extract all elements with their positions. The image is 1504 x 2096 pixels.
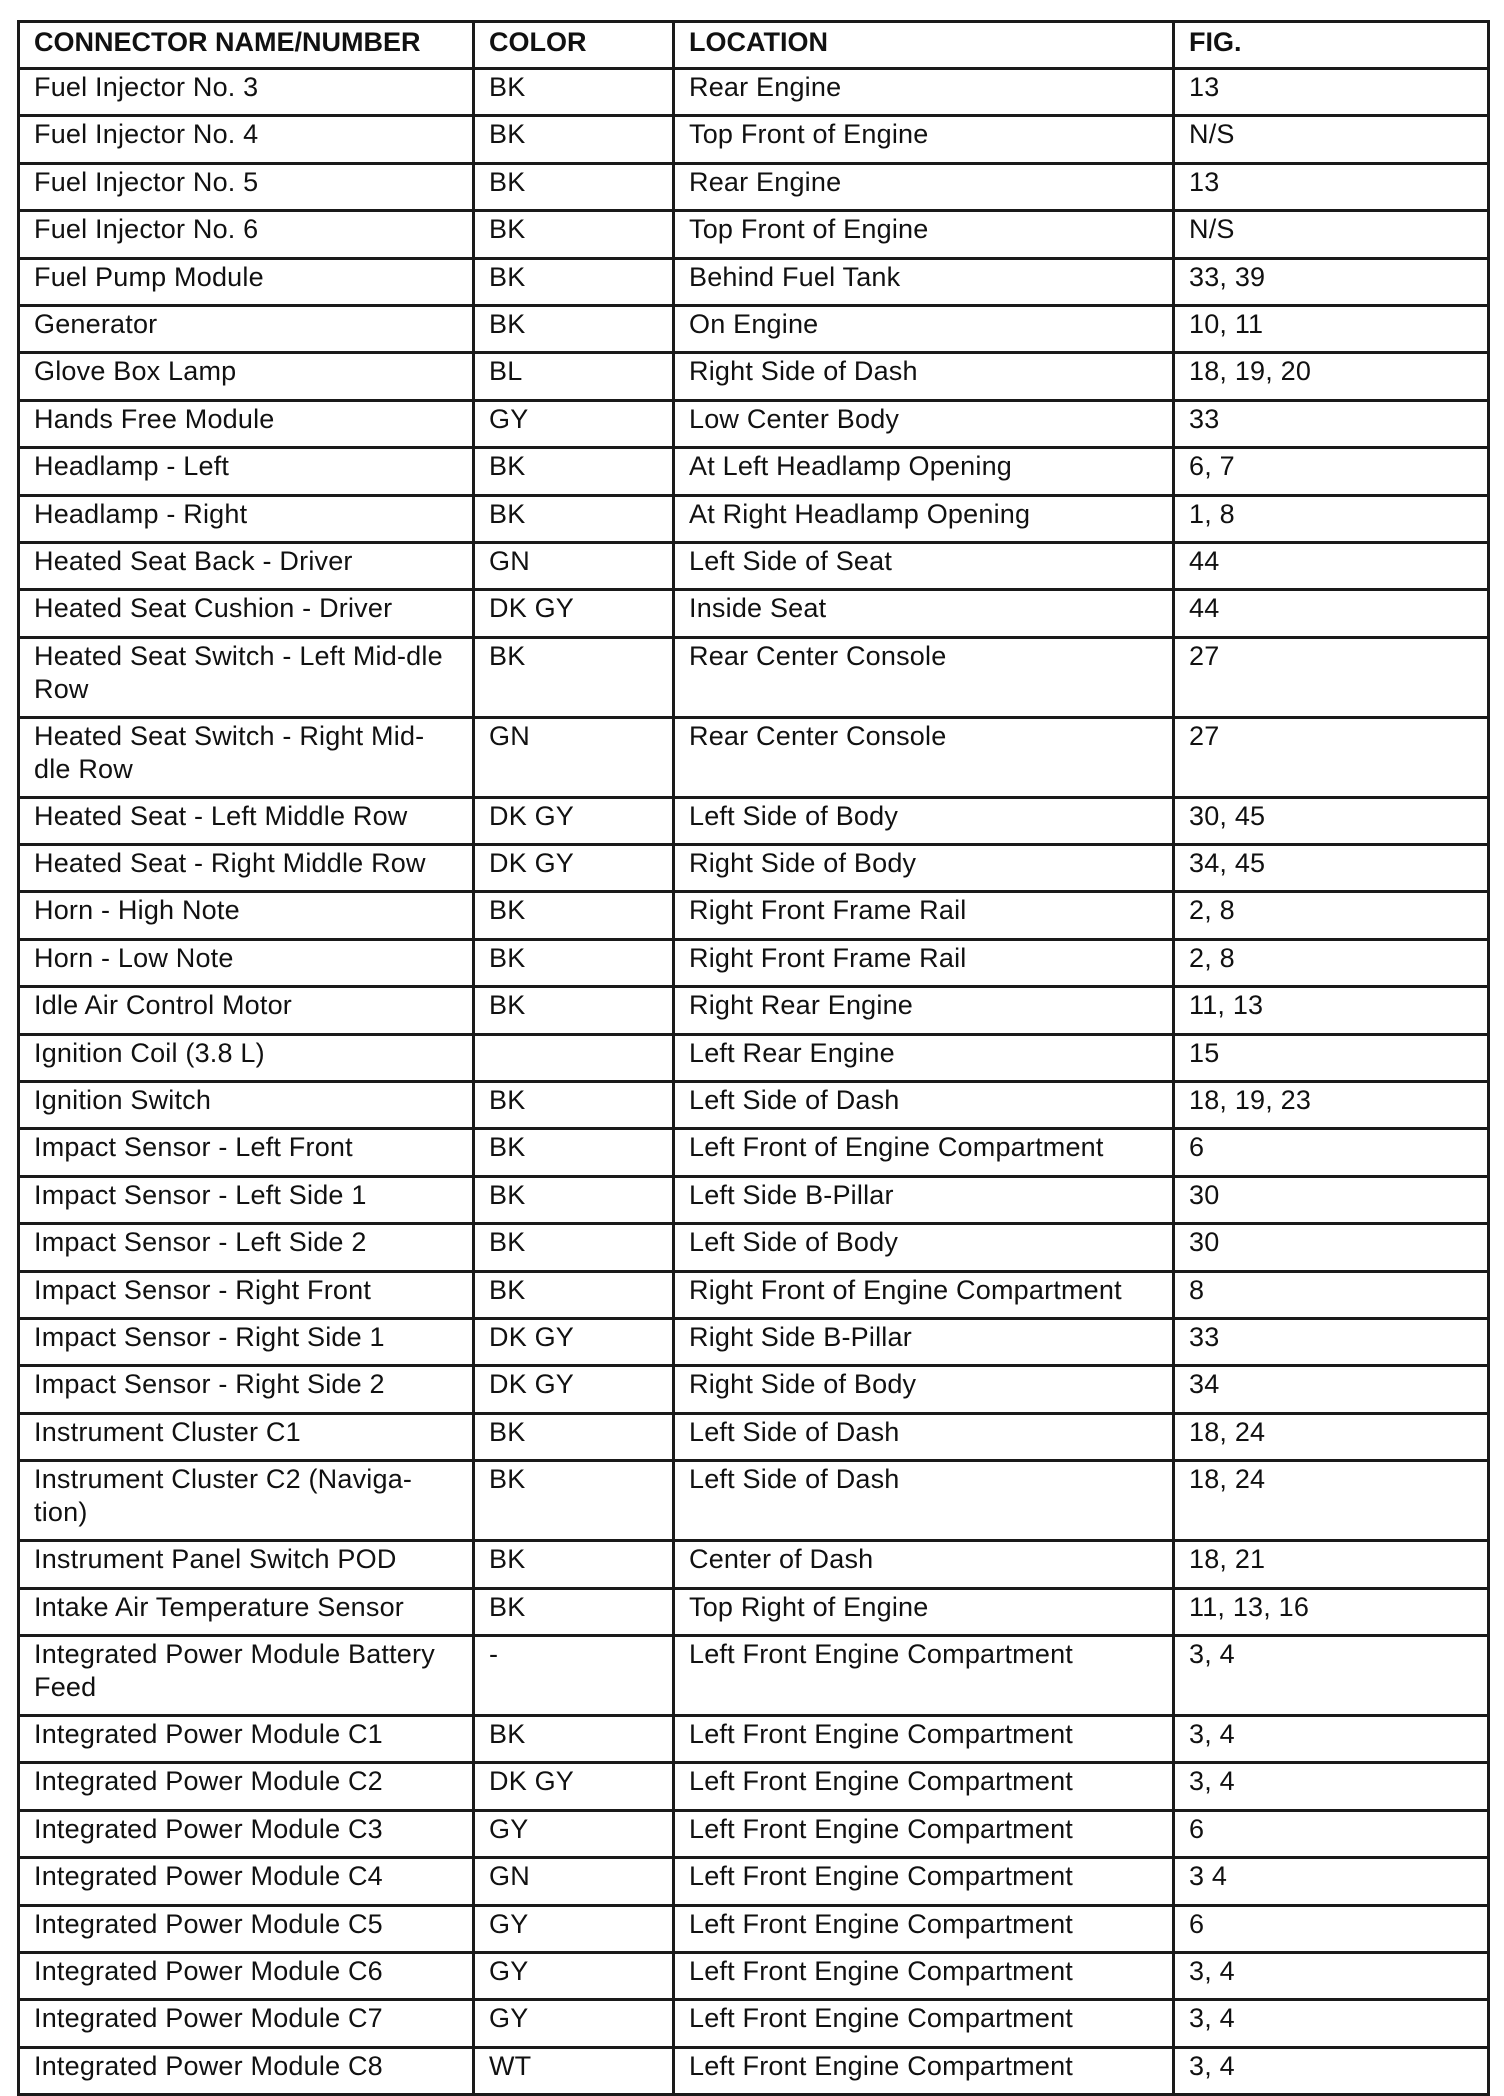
cell-location: Left Side of Dash	[674, 1461, 1174, 1541]
cell-fig: 2, 8	[1174, 939, 1489, 986]
cell-location: Left Front Engine Compartment	[674, 2047, 1174, 2094]
cell-connector-name: Integrated Power Module C2	[19, 1763, 474, 1810]
cell-color: BK	[474, 987, 674, 1034]
cell-fig: 3, 4	[1174, 2047, 1489, 2094]
cell-connector-name: Impact Sensor - Right Front	[19, 1271, 474, 1318]
cell-fig: 27	[1174, 717, 1489, 797]
cell-location: Left Side of Seat	[674, 542, 1174, 589]
cell-color: BK	[474, 1541, 674, 1588]
table-row	[19, 1224, 1489, 1271]
cell-color: BK	[474, 939, 674, 986]
table-body	[19, 69, 1489, 2095]
table-row	[19, 163, 1489, 210]
table-row	[19, 637, 1489, 717]
cell-connector-name: Instrument Cluster C1	[19, 1413, 474, 1460]
cell-location: Right Side of Body	[674, 1366, 1174, 1413]
table-row	[19, 1588, 1489, 1635]
table-row	[19, 2047, 1489, 2094]
cell-fig: 6	[1174, 1905, 1489, 1952]
cell-color: BK	[474, 116, 674, 163]
cell-color: GY	[474, 1952, 674, 1999]
cell-location: Rear Center Console	[674, 637, 1174, 717]
cell-location: Left Front Engine Compartment	[674, 1635, 1174, 1715]
cell-color: DK GY	[474, 1763, 674, 1810]
cell-fig: 2, 8	[1174, 892, 1489, 939]
cell-fig: 10, 11	[1174, 305, 1489, 352]
cell-color: GY	[474, 2000, 674, 2047]
cell-connector-name: Integrated Power Module C3	[19, 1810, 474, 1857]
cell-connector-name: Integrated Power Module C8	[19, 2047, 474, 2094]
cell-fig: 33	[1174, 400, 1489, 447]
cell-connector-name: Fuel Injector No. 5	[19, 163, 474, 210]
cell-color: BK	[474, 1461, 674, 1541]
cell-location: Inside Seat	[674, 590, 1174, 637]
cell-fig: 27	[1174, 637, 1489, 717]
cell-fig: 6, 7	[1174, 448, 1489, 495]
cell-color: DK GY	[474, 1318, 674, 1365]
cell-connector-name: Fuel Injector No. 3	[19, 69, 474, 116]
cell-connector-name: Fuel Injector No. 6	[19, 211, 474, 258]
cell-color: BK	[474, 1082, 674, 1129]
cell-location: Right Side B-Pillar	[674, 1318, 1174, 1365]
cell-location: Left Side of Body	[674, 797, 1174, 844]
cell-connector-name: Heated Seat Switch - Right Mid-dle Row	[19, 717, 474, 797]
table-row	[19, 542, 1489, 589]
table-row	[19, 400, 1489, 447]
cell-connector-name: Fuel Injector No. 4	[19, 116, 474, 163]
cell-color: BK	[474, 1588, 674, 1635]
cell-color: BK	[474, 495, 674, 542]
table-row	[19, 69, 1489, 116]
cell-color: GY	[474, 1905, 674, 1952]
cell-connector-name: Heated Seat Cushion - Driver	[19, 590, 474, 637]
header-connector-name: CONNECTOR NAME/NUMBER	[19, 22, 474, 69]
cell-color	[474, 1034, 674, 1081]
table-row	[19, 353, 1489, 400]
cell-color: BK	[474, 1271, 674, 1318]
table-row	[19, 1318, 1489, 1365]
table-row	[19, 305, 1489, 352]
cell-fig: 1, 8	[1174, 495, 1489, 542]
cell-connector-name: Ignition Coil (3.8 L)	[19, 1034, 474, 1081]
connector-table	[17, 20, 1490, 2096]
cell-location: Left Front Engine Compartment	[674, 1858, 1174, 1905]
cell-color: BK	[474, 1715, 674, 1762]
cell-connector-name: Headlamp - Right	[19, 495, 474, 542]
cell-fig: 33, 39	[1174, 258, 1489, 305]
cell-location: Right Rear Engine	[674, 987, 1174, 1034]
table-row	[19, 1034, 1489, 1081]
cell-location: Right Front Frame Rail	[674, 939, 1174, 986]
cell-fig: 33	[1174, 1318, 1489, 1365]
cell-fig: 34, 45	[1174, 845, 1489, 892]
cell-color: DK GY	[474, 1366, 674, 1413]
table-row	[19, 845, 1489, 892]
cell-fig: 13	[1174, 163, 1489, 210]
cell-location: Top Front of Engine	[674, 116, 1174, 163]
cell-connector-name: Fuel Pump Module	[19, 258, 474, 305]
cell-location: Left Front Engine Compartment	[674, 1905, 1174, 1952]
cell-color: BK	[474, 258, 674, 305]
cell-connector-name: Integrated Power Module Battery Feed	[19, 1635, 474, 1715]
cell-connector-name: Heated Seat Switch - Left Mid-dle Row	[19, 637, 474, 717]
table-row	[19, 939, 1489, 986]
table-row	[19, 1541, 1489, 1588]
header-color: COLOR	[474, 22, 674, 69]
table-row	[19, 1129, 1489, 1176]
cell-location: Left Side B-Pillar	[674, 1176, 1174, 1223]
cell-color: GN	[474, 717, 674, 797]
cell-fig: 8	[1174, 1271, 1489, 1318]
cell-connector-name: Instrument Cluster C2 (Naviga-tion)	[19, 1461, 474, 1541]
cell-connector-name: Integrated Power Module C7	[19, 2000, 474, 2047]
cell-fig: 13	[1174, 69, 1489, 116]
cell-location: Left Front of Engine Compartment	[674, 1129, 1174, 1176]
cell-fig: 3, 4	[1174, 1715, 1489, 1762]
cell-fig: 6	[1174, 1810, 1489, 1857]
cell-fig: 3, 4	[1174, 1763, 1489, 1810]
cell-color: GN	[474, 1858, 674, 1905]
cell-location: Behind Fuel Tank	[674, 258, 1174, 305]
cell-location: Right Side of Dash	[674, 353, 1174, 400]
table-row	[19, 892, 1489, 939]
cell-connector-name: Hands Free Module	[19, 400, 474, 447]
cell-connector-name: Impact Sensor - Left Side 1	[19, 1176, 474, 1223]
cell-location: At Right Headlamp Opening	[674, 495, 1174, 542]
cell-connector-name: Horn - Low Note	[19, 939, 474, 986]
cell-location: Left Front Engine Compartment	[674, 2000, 1174, 2047]
cell-color: BK	[474, 1129, 674, 1176]
cell-fig: 18, 19, 20	[1174, 353, 1489, 400]
cell-location: Low Center Body	[674, 400, 1174, 447]
table-row	[19, 1413, 1489, 1460]
table-row	[19, 590, 1489, 637]
cell-location: Left Front Engine Compartment	[674, 1810, 1174, 1857]
cell-connector-name: Impact Sensor - Right Side 1	[19, 1318, 474, 1365]
cell-fig: 18, 24	[1174, 1413, 1489, 1460]
cell-connector-name: Heated Seat - Right Middle Row	[19, 845, 474, 892]
cell-color: GY	[474, 1810, 674, 1857]
cell-connector-name: Heated Seat Back - Driver	[19, 542, 474, 589]
table-row	[19, 1635, 1489, 1715]
cell-color: BL	[474, 353, 674, 400]
table-row	[19, 495, 1489, 542]
cell-connector-name: Intake Air Temperature Sensor	[19, 1588, 474, 1635]
cell-color: WT	[474, 2047, 674, 2094]
table-row	[19, 1461, 1489, 1541]
cell-fig: 30	[1174, 1224, 1489, 1271]
cell-fig: 3, 4	[1174, 1952, 1489, 1999]
cell-location: Right Side of Body	[674, 845, 1174, 892]
cell-location: Top Front of Engine	[674, 211, 1174, 258]
table-header	[19, 22, 1489, 69]
table-row	[19, 717, 1489, 797]
cell-fig: 3, 4	[1174, 1635, 1489, 1715]
table-row	[19, 987, 1489, 1034]
cell-connector-name: Idle Air Control Motor	[19, 987, 474, 1034]
cell-connector-name: Integrated Power Module C6	[19, 1952, 474, 1999]
cell-color: GY	[474, 400, 674, 447]
cell-connector-name: Impact Sensor - Right Side 2	[19, 1366, 474, 1413]
cell-color: BK	[474, 163, 674, 210]
cell-color: BK	[474, 1176, 674, 1223]
cell-fig: 3 4	[1174, 1858, 1489, 1905]
table-row	[19, 211, 1489, 258]
cell-color: BK	[474, 637, 674, 717]
cell-connector-name: Ignition Switch	[19, 1082, 474, 1129]
table-row	[19, 1810, 1489, 1857]
header-row	[19, 22, 1489, 69]
cell-fig: N/S	[1174, 116, 1489, 163]
cell-fig: 11, 13	[1174, 987, 1489, 1034]
cell-connector-name: Heated Seat - Left Middle Row	[19, 797, 474, 844]
cell-connector-name: Instrument Panel Switch POD	[19, 1541, 474, 1588]
cell-color: DK GY	[474, 845, 674, 892]
cell-location: Left Side of Dash	[674, 1413, 1174, 1460]
cell-location: Left Side of Body	[674, 1224, 1174, 1271]
cell-color: DK GY	[474, 590, 674, 637]
cell-location: Right Front Frame Rail	[674, 892, 1174, 939]
cell-color: BK	[474, 69, 674, 116]
cell-location: At Left Headlamp Opening	[674, 448, 1174, 495]
cell-location: Right Front of Engine Compartment	[674, 1271, 1174, 1318]
cell-location: Rear Engine	[674, 163, 1174, 210]
table-row	[19, 797, 1489, 844]
cell-color: BK	[474, 1413, 674, 1460]
cell-fig: 3, 4	[1174, 2000, 1489, 2047]
cell-location: Center of Dash	[674, 1541, 1174, 1588]
cell-fig: 18, 19, 23	[1174, 1082, 1489, 1129]
cell-connector-name: Impact Sensor - Left Side 2	[19, 1224, 474, 1271]
cell-color: BK	[474, 305, 674, 352]
cell-location: Top Right of Engine	[674, 1588, 1174, 1635]
cell-connector-name: Horn - High Note	[19, 892, 474, 939]
table-row	[19, 116, 1489, 163]
cell-fig: 15	[1174, 1034, 1489, 1081]
table-row	[19, 1858, 1489, 1905]
table-row	[19, 1271, 1489, 1318]
cell-fig: 34	[1174, 1366, 1489, 1413]
cell-color: GN	[474, 542, 674, 589]
table-row	[19, 1763, 1489, 1810]
cell-location: Rear Engine	[674, 69, 1174, 116]
cell-fig: N/S	[1174, 211, 1489, 258]
table-row	[19, 1952, 1489, 1999]
table-row	[19, 258, 1489, 305]
table-row	[19, 1176, 1489, 1223]
cell-connector-name: Integrated Power Module C5	[19, 1905, 474, 1952]
cell-color: BK	[474, 892, 674, 939]
cell-fig: 6	[1174, 1129, 1489, 1176]
cell-fig: 30	[1174, 1176, 1489, 1223]
table-row	[19, 1082, 1489, 1129]
table-row	[19, 1715, 1489, 1762]
cell-fig: 44	[1174, 542, 1489, 589]
cell-connector-name: Headlamp - Left	[19, 448, 474, 495]
header-location: LOCATION	[674, 22, 1174, 69]
cell-connector-name: Integrated Power Module C4	[19, 1858, 474, 1905]
cell-fig: 30, 45	[1174, 797, 1489, 844]
cell-location: Left Front Engine Compartment	[674, 1952, 1174, 1999]
cell-fig: 18, 21	[1174, 1541, 1489, 1588]
cell-color: BK	[474, 211, 674, 258]
cell-color: DK GY	[474, 797, 674, 844]
cell-connector-name: Glove Box Lamp	[19, 353, 474, 400]
cell-color: BK	[474, 1224, 674, 1271]
table-row	[19, 1905, 1489, 1952]
cell-location: Rear Center Console	[674, 717, 1174, 797]
cell-fig: 18, 24	[1174, 1461, 1489, 1541]
cell-color: BK	[474, 448, 674, 495]
cell-color: -	[474, 1635, 674, 1715]
header-fig: FIG.	[1174, 22, 1489, 69]
table-row	[19, 448, 1489, 495]
table-row	[19, 2000, 1489, 2047]
cell-location: Left Front Engine Compartment	[674, 1763, 1174, 1810]
cell-connector-name: Generator	[19, 305, 474, 352]
cell-location: Left Rear Engine	[674, 1034, 1174, 1081]
cell-location: On Engine	[674, 305, 1174, 352]
table-row	[19, 1366, 1489, 1413]
cell-fig: 11, 13, 16	[1174, 1588, 1489, 1635]
cell-connector-name: Integrated Power Module C1	[19, 1715, 474, 1762]
cell-location: Left Side of Dash	[674, 1082, 1174, 1129]
cell-location: Left Front Engine Compartment	[674, 1715, 1174, 1762]
cell-fig: 44	[1174, 590, 1489, 637]
cell-connector-name: Impact Sensor - Left Front	[19, 1129, 474, 1176]
